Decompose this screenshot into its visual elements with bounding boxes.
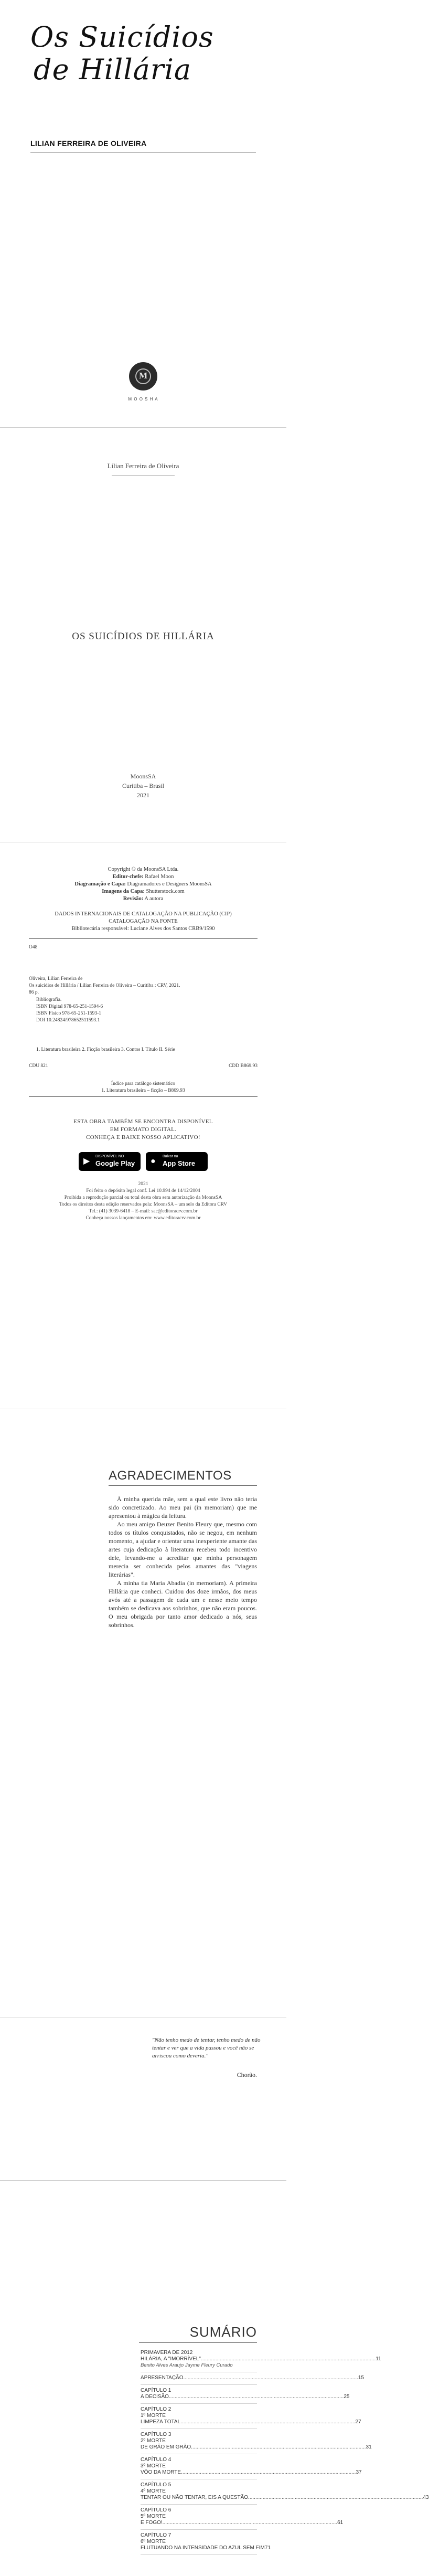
toc-page-number: 15 [358,2375,364,2381]
editor-label: Editor-chefe: [112,874,144,880]
play-icon: ▶ [83,1157,90,1166]
credits-block [0,866,286,903]
acknowledgements-page [0,1412,286,2015]
copyright-page [0,845,286,1407]
page-separator [0,840,286,845]
logo-letter: M [138,371,148,381]
toc-entry[interactable] [141,2429,372,2454]
toc-chapter-label: CAPÍTULO 7 6º MORTE [141,2532,171,2545]
logo-wordmark: M O O S H A [128,397,158,402]
imprint-publisher: MoonsSA [130,773,156,780]
images-line [0,888,286,895]
layout-value: Diagramadores e Designers MoonsSA [127,881,212,887]
acknowledgements-divider [109,1485,257,1486]
toc-leader-dots: ........................................................................................................................ [168,2394,344,2400]
cip-subjects: 1. Literatura brasileira 2. Ficção brasileira 3. Contos I. Título II. Série [36,1047,175,1052]
images-label: Imagens da Capa: [102,889,145,894]
toc-page-number: 11 [376,2356,381,2362]
cip-index: Índice para catálogo sistemático 1. Literatura brasileira – ficção – B869.93 [101,1081,185,1093]
summary-divider [139,2342,257,2343]
toc-page-number: 71 [264,2545,271,2551]
toc-entry[interactable] [141,2530,271,2555]
imprint-year: 2021 [137,791,149,799]
cip-cdd: CDD B869.93 [229,1063,258,1069]
half-title-imprint [0,772,286,800]
toc-leader-dots: ........................................................................................................................ [200,2356,376,2362]
app-store-small: Baixar na [163,1155,178,1158]
toc-title: HILÁRIA, A "IMORRÍVEL" [141,2356,201,2362]
toc-title: TENTAR OU NÃO TENTAR, EIS A QUESTÃO [141,2495,249,2500]
toc-title: FLUTUANDO NA INTENSIDADE DO AZUL SEM FIM [141,2545,265,2551]
page-separator [0,2178,286,2183]
toc-leader-dots: ........................................................................................................................ [248,2495,423,2500]
toc-chapter-label: CAPÍTULO 3 2º MORTE [141,2432,171,2444]
cover-author: LILIAN FERREIRA DE OLIVEIRA [30,139,147,147]
apple-icon: ● [151,1157,156,1166]
epigraph-page [0,2021,286,2178]
cip-record [29,938,258,1097]
toc-entry[interactable] [141,2505,344,2530]
ack-paragraph: À minha querida mãe, sem a qual este livro não teria sido concretizado. Ao meu pai (in memoriam) que me apresentou à mágica da leitura. [109,1495,257,1519]
cip-cdu: CDU 821 [29,1063,48,1069]
images-value: Shutterstock.com [146,889,185,894]
toc-entry[interactable] [141,2479,429,2505]
cip-header-line1: DADOS INTERNACIONAIS DE CATALOGAÇÃO NA PUBLICAÇÃO (CIP) [55,911,232,917]
acknowledgements-body [109,1495,257,1629]
toc-leader-dots: ........................................................................................................................ [191,2444,366,2450]
toc-entry[interactable] [141,2372,364,2385]
cover-title-line1: Os Suicídios [30,20,214,54]
google-play-button[interactable] [79,1152,141,1171]
toc-entry[interactable] [141,2454,362,2479]
epigraph-author: Chorão. [237,2071,257,2078]
editor-value: Rafael Moon [145,874,174,880]
layout-label: Diagramação e Capa: [74,881,126,887]
cip-entry: Oliveira, Lilian Ferreira de Os suicídios de Hillária / Lilian Ferreira de Oliveira – Curitiba : CRV, 2021. 86 p. [29,976,180,995]
toc-page-number: 37 [356,2469,362,2475]
cover-title [30,21,214,86]
ack-paragraph: A minha tia Maria Abadia (in memoriam). A primeira Hillária que conheci. Cuidou dos doze irmãos, dos meus avós até a passagem de cada um e nesse meio tempo também se dedicava aos sobrinhos, que não eram poucos. O meu obrigada por tanto amor dedicado a nós, seus sobrinhos. [109,1579,257,1629]
editor-line [0,873,286,881]
cover-title-line2: de Hillária [34,53,192,86]
epigraph-quote: "Não tenho medo de tentar, tenho medo de não tentar e ver que a vida passou e você não se arriscou como deveria." [152,2037,261,2059]
toc-entry[interactable] [141,2404,361,2429]
publisher-logo-icon [129,362,157,390]
review-label: Revisão: [123,896,144,902]
review-value: A autora [144,896,164,902]
toc-title: VÔO DA MORTE [141,2469,181,2475]
cip-meta: Bibliografia. ISBN Digital 978-65-251-1594-6 ISBN Físico 978-65-251-1593-1 DOI 10.24824/978652511593.1 [36,997,103,1023]
toc-title: E FOGO! [141,2520,163,2526]
toc-leader-dots: ........................................................................................................................ [183,2375,358,2381]
layout-line [0,881,286,888]
page-separator [0,425,286,430]
google-play-label: Google Play [95,1159,135,1167]
toc-entry[interactable] [141,2347,381,2372]
cover-page [0,0,286,425]
cip-header [0,911,286,933]
toc-title: LIMPEZA TOTAL [141,2419,181,2425]
toc-title: A DECISÃO [141,2394,169,2400]
cip-header-line2: CATALOGAÇÃO NA FONTE [109,919,178,924]
summary-page [0,2183,429,2576]
cip-number: O48 [29,945,38,950]
toc-page-number: 25 [344,2394,350,2400]
toc-title: DE GRÃO EM GRÃO [141,2444,191,2450]
cover-divider [30,152,256,153]
review-line [0,895,286,903]
half-title-author: Lilian Ferreira de Oliveira [107,462,179,470]
ack-paragraph: Ao meu amigo Deuzer Benito Fleury que, mesmo com todos os títulos conquistados, não se negou, em nenhum momento, a ajudar e orientar uma inexperiente amante das artes cuja dedicação à literatura recebeu todo incentivo dele, levando-me a acreditar que minha personagem merecia ser conhecida pelos amantes das "viagens literárias". [109,1521,257,1578]
toc-leader-dots: ........................................................................................................................ [181,2469,356,2475]
toc-subtitle: Benito Alves Araujo Jayme Fleury Curado [141,2362,233,2368]
toc-leader-dots: ........................................................................................................................ [180,2419,356,2425]
page-separator [0,1407,286,1412]
google-play-small: DISPONÍVEL NO [95,1155,124,1158]
toc-chapter-label: CAPÍTULO 6 5º MORTE [141,2507,171,2519]
toc-leader-dots: ........................................................................................................................ [162,2520,338,2526]
cip-header-line3: Bibliotecária responsável: Luciane Alves dos Santos CRB9/1590 [71,926,215,932]
toc-entry[interactable] [141,2385,350,2404]
half-title-page [0,430,286,840]
toc-page-number: 43 [423,2495,429,2500]
toc-chapter-label: CAPÍTULO 1 [141,2388,171,2393]
summary-title: SUMÁRIO [189,2324,257,2340]
toc-page-number: 61 [337,2520,344,2526]
toc-page-number: 27 [355,2419,361,2425]
toc-chapter-label: CAPÍTULO 4 3º MORTE [141,2457,171,2469]
toc-chapter-label: PRIMAVERA DE 2012 [141,2350,193,2356]
legal-notice: 2021 Foi feito o depósito legal conf. Lei 10.994 de 14/12/2004 Proibida a reprodução parcial ou total desta obra sem autorização da MoonsSA Todos os direitos desta edição reservados pela: MoonsSA – um selo da Editora CRV Tel.: (41) 3039-6418 – E-mail: sac@editoracrv.com.br Conheça nossos lançamentos em: www.editoracrv.com.br [59,1181,228,1221]
toc-title: APRESENTAÇÃO [141,2375,184,2381]
half-title-title: OS SUICÍDIOS DE HILLÁRIA [72,631,214,642]
app-store-button[interactable] [146,1152,208,1171]
page-separator [0,2015,286,2021]
app-store-label: App Store [163,1159,196,1167]
imprint-city: Curitiba – Brasil [122,782,164,789]
digital-notice: ESTA OBRA TAMBÉM SE ENCONTRA DISPONÍVEL EM FORMATO DIGITAL. CONHEÇA E BAIXE NOSSO APLICATIVO! [73,1118,213,1141]
toc-chapter-label: CAPÍTULO 2 1º MORTE [141,2406,171,2419]
copyright-line: Copyright © da MoonsSA Ltda. [108,867,179,872]
acknowledgements-title: AGRADECIMENTOS [109,1469,232,1483]
toc-page-number: 31 [366,2444,372,2450]
toc-chapter-label: CAPÍTULO 5 4º MORTE [141,2482,171,2494]
table-of-contents [141,2347,429,2555]
